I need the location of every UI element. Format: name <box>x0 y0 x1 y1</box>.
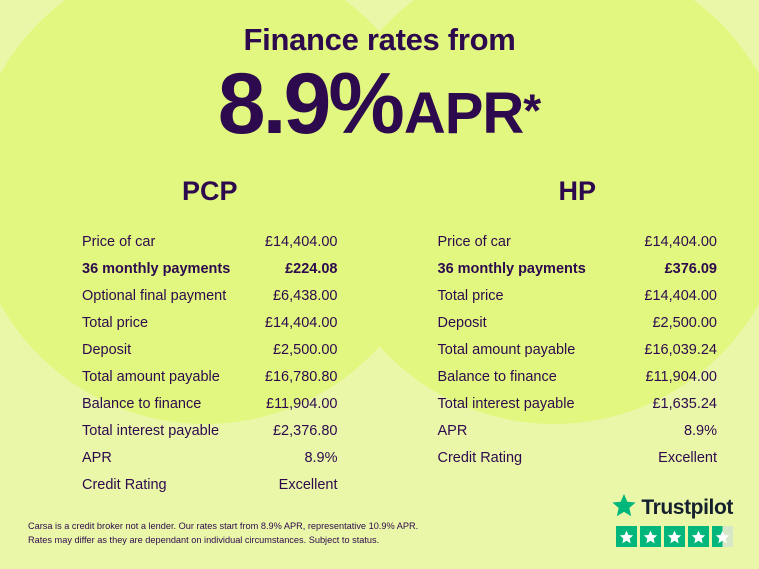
row-label: Deposit <box>82 342 132 359</box>
table-row <box>438 337 718 364</box>
table-row <box>438 283 718 310</box>
star-icon <box>616 526 637 547</box>
trustpilot-logo <box>612 494 733 522</box>
half-star-icon <box>712 526 733 547</box>
row-label: Balance to finance <box>437 369 557 386</box>
table-row <box>82 445 338 472</box>
row-label: Credit Rating <box>437 450 523 467</box>
row-value: £1,635.24 <box>652 396 717 413</box>
row-value: £2,500.00 <box>652 315 717 332</box>
row-label: Total interest payable <box>437 396 575 413</box>
finance-comparison <box>0 176 759 499</box>
row-label: Total interest payable <box>82 423 220 440</box>
table-row <box>438 391 718 418</box>
row-value: Excellent <box>658 450 717 467</box>
column-title-hp: HP <box>558 175 596 206</box>
row-label: Total amount payable <box>82 369 220 386</box>
disclaimer-text: Carsa is a credit broker not a lender. Our rates start from 8.9% APR, representative 10.9% APR. Rates may differ as they are dependant on individual circumstances. Subject to status. <box>28 521 419 545</box>
rate-asterisk: * <box>523 84 542 137</box>
star-icon <box>664 526 685 547</box>
row-value: £224.08 <box>285 261 338 278</box>
trustpilot-wordmark: Trustpilot <box>641 496 733 519</box>
rate-unit: APR <box>403 81 524 146</box>
row-value: 8.9% <box>304 450 338 467</box>
row-label: Total price <box>82 315 149 332</box>
row-value: £14,404.00 <box>264 315 338 332</box>
row-value: 8.9% <box>683 423 717 440</box>
star-icon <box>640 526 661 547</box>
table-row <box>438 229 718 256</box>
row-label: Credit Rating <box>82 477 167 494</box>
row-value: £14,404.00 <box>644 288 717 305</box>
row-label: Total price <box>437 288 504 305</box>
row-label: 36 monthly payments <box>82 261 231 278</box>
row-value: £11,904.00 <box>266 396 338 413</box>
rate-number: 8.9% <box>217 56 402 152</box>
row-value: £2,376.80 <box>272 423 338 440</box>
table-row <box>82 364 338 391</box>
table-row <box>82 391 338 418</box>
row-value: £14,404.00 <box>264 234 338 251</box>
row-label: Balance to finance <box>82 396 202 413</box>
row-value: £376.09 <box>664 261 717 278</box>
row-value: £2,500.00 <box>272 342 338 359</box>
star-icon <box>688 526 709 547</box>
table-row <box>82 418 338 445</box>
table-row <box>438 445 718 472</box>
row-label: Deposit <box>437 315 487 332</box>
row-label: Optional final payment <box>82 288 227 305</box>
rate-display <box>0 56 759 152</box>
finance-column-hp <box>380 176 759 499</box>
table-row <box>438 256 718 283</box>
table-row <box>438 310 718 337</box>
trustpilot-stars <box>612 526 733 547</box>
row-label: 36 monthly payments <box>437 261 586 278</box>
page-title: Finance rates from <box>243 22 516 57</box>
table-row <box>82 283 338 310</box>
row-value: Excellent <box>278 477 338 494</box>
row-value: £16,039.24 <box>644 342 717 359</box>
table-row <box>438 364 718 391</box>
row-label: APR <box>82 450 112 467</box>
trustpilot-rating <box>612 494 733 547</box>
row-value: £16,780.80 <box>264 369 338 386</box>
row-value: £11,904.00 <box>645 369 717 386</box>
row-label: APR <box>437 423 468 440</box>
row-value: £14,404.00 <box>644 234 717 251</box>
column-title-pcp: PCP <box>181 175 238 206</box>
table-row <box>82 256 338 283</box>
table-row <box>82 337 338 364</box>
trustpilot-star-icon <box>612 494 636 522</box>
finance-column-pcp <box>0 176 380 499</box>
table-row <box>82 310 338 337</box>
table-row <box>82 229 338 256</box>
row-label: Price of car <box>82 234 156 251</box>
row-value: £6,438.00 <box>272 288 338 305</box>
table-row <box>82 472 338 499</box>
row-label: Price of car <box>437 234 511 251</box>
poster-footer <box>0 497 759 569</box>
table-row <box>438 418 718 445</box>
row-label: Total amount payable <box>437 342 576 359</box>
